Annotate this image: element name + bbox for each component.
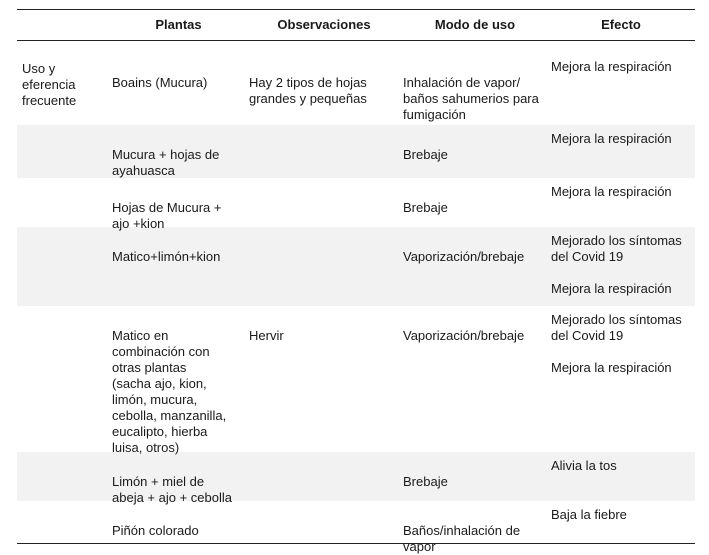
row-efecto — [551, 507, 695, 543]
row-efecto — [551, 184, 695, 227]
efecto-line: Baja la fiebre — [551, 507, 627, 522]
efecto-line: Mejora la respiración — [551, 281, 672, 296]
table-header — [17, 10, 695, 41]
header-efecto: Efecto — [601, 17, 641, 32]
row-modo: Baños/inhalación de vapor — [403, 523, 521, 554]
row-modo: Brebaje — [403, 147, 448, 162]
row-efecto — [551, 312, 695, 452]
row-efecto — [551, 233, 695, 306]
row-observaciones: Hay 2 tipos de hojas grandes y pequeñas — [249, 75, 367, 106]
table-row — [17, 178, 695, 231]
remedies-table — [17, 9, 695, 554]
row-observaciones — [249, 200, 403, 227]
row-modo: Brebaje — [403, 474, 448, 489]
table-row — [17, 41, 695, 125]
row-efecto — [551, 131, 695, 178]
row-category — [17, 507, 112, 543]
table-row — [17, 501, 695, 554]
row-observaciones — [249, 249, 403, 306]
row-modo: Vaporización/brebaje — [403, 249, 525, 264]
efecto-line: Mejora la respiración — [551, 184, 672, 199]
row-modo: Inhalación de vapor/ baños sahumerios para fumigación — [403, 75, 539, 122]
header-plantas: Plantas — [155, 17, 202, 32]
efecto-line: Mejora la respiración — [551, 360, 672, 375]
row-observaciones — [249, 147, 403, 178]
row-observaciones — [249, 523, 403, 543]
row-planta: Mucura + hojas de ayahuasca — [112, 147, 220, 178]
row-category — [17, 131, 112, 178]
header-observaciones: Observaciones — [277, 17, 371, 32]
row-planta: Matico+limón+kion — [112, 249, 221, 264]
row-observaciones — [249, 474, 403, 501]
table-row — [17, 452, 695, 505]
row-planta: Piñón colorado — [112, 523, 199, 538]
table-row — [17, 125, 695, 178]
row-category — [17, 458, 112, 501]
header-modo-de-uso: Modo de uso — [434, 17, 516, 32]
row-category — [17, 312, 112, 452]
row-category: Uso y eferencia frecuente — [22, 61, 77, 108]
row-modo: Brebaje — [403, 200, 448, 215]
efecto-line: Mejora la respiración — [551, 131, 672, 146]
row-efecto — [551, 59, 695, 125]
table-row — [17, 306, 695, 455]
row-category — [17, 184, 112, 227]
row-planta: Hojas de Mucura + ajo +kion — [112, 200, 222, 231]
efecto-line: Alivia la tos — [551, 458, 617, 473]
efecto-line: Mejorado los síntomas del Covid 19 — [551, 233, 682, 264]
row-planta: Matico en combinación con otras plantas (sacha ajo, kion, limón, mucura, cebolla, manzanilla, eucalipto, hierba luisa, otros) — [112, 328, 227, 455]
row-planta: Limón + miel de abeja + ajo + cebolla — [112, 474, 232, 505]
row-planta: Boains (Mucura) — [112, 75, 208, 90]
efecto-line: Mejorado los síntomas del Covid 19 — [551, 312, 682, 343]
row-modo: Vaporización/brebaje — [403, 328, 525, 343]
row-observaciones: Hervir — [249, 328, 284, 343]
efecto-line: Mejora la respiración — [551, 59, 672, 74]
row-category — [17, 233, 112, 306]
table-row — [17, 227, 695, 306]
row-efecto — [551, 458, 695, 501]
